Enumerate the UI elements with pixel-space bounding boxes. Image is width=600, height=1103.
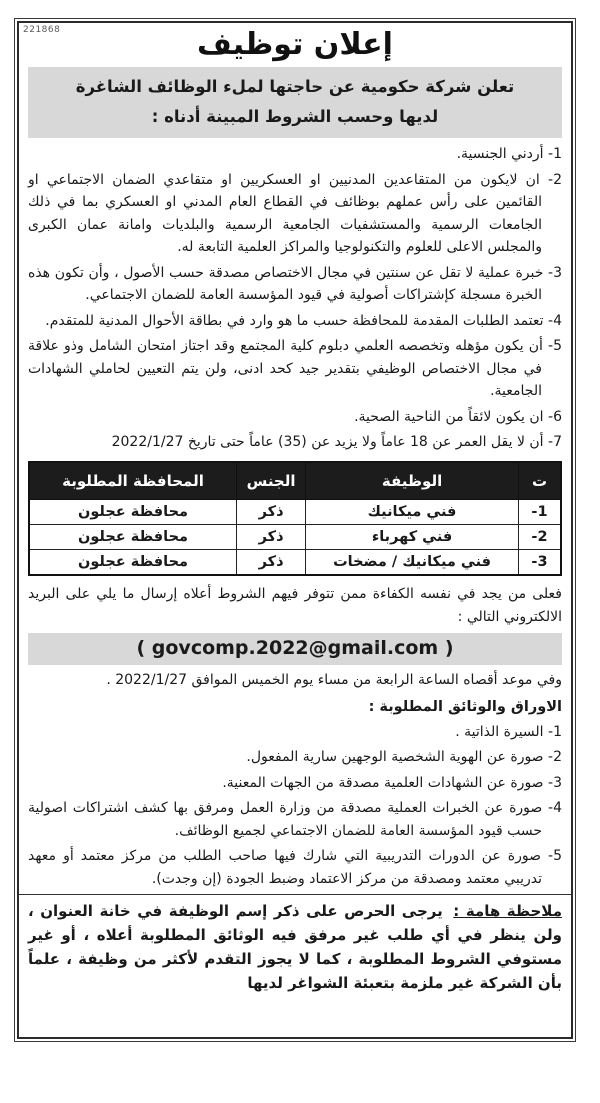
condition-item-6: 6- ان يكون لائقاً من الناحية الصحية.	[354, 408, 562, 425]
email-banner: ( govcomp.2022@gmail.com )	[28, 633, 562, 665]
cell-gender: ذكر	[237, 549, 306, 575]
document-item-1: 1- السيرة الذاتية .	[455, 723, 562, 740]
cell-gender: ذكر	[237, 524, 306, 549]
col-header-serial: ت	[518, 462, 561, 500]
col-header-governorate: المحافظة المطلوبة	[29, 462, 237, 500]
ad-frame	[14, 18, 576, 1042]
col-header-gender: الجنس	[237, 462, 306, 500]
document-item-3: 3- صورة عن الشهادات العلمية مصدقة من الجهات المعنية.	[222, 774, 562, 791]
document-item-4: 4- صورة عن الخبرات العملية مصدقة من وزارة العمل ومرفق بها كشف اشتراكات اصولية حسب قيود المؤسسة العامة للضمان الاجتماعي لجميع الوظائف.	[28, 800, 562, 839]
cell-governorate: محافظة عجلون	[29, 549, 237, 575]
cell-serial: 3-	[518, 549, 561, 575]
jobs-table	[28, 461, 562, 576]
divider-line	[19, 894, 571, 895]
document-item-5: 5- صورة عن الدورات التدريبية التي شارك فيها صاحب الطلب من مركز معتمد أو معهد تدريبي معتمد ومصدقة من مركز الاعتماد وضبط الجودة (إن وجدت).	[28, 848, 562, 887]
cell-gender: ذكر	[237, 499, 306, 524]
condition-item-5: 5- أن يكون مؤهله وتخصصه العلمي دبلوم كلية المجتمع وقد اجتاز امتحان الشامل وذو علاقة في مجال الاختصاص الوظيفي بتقدير جيد كحد ادنى، ولن يتم التعيين لحاملي الشهادات الجامعية.	[28, 338, 562, 400]
condition-item-2: 2- ان لايكون من المتقاعدين المدنيين او العسكريين او متقاعدي الضمان الاجتماعي او القائمين على رأس عملهم بوظائف في القطاع العام المدني او العسكري بما في ذلك الجامعات الرسمية والمستشفيات الجامعية الرسمية والبلديات وامانة عمان الكبرى والمجلس الاعلى للعلوم والتكنولوجيا والمراكز العلمية التابعة له.	[28, 171, 562, 256]
condition-item-4: 4- تعتمد الطلبات المقدمة للمحافظة حسب ما هو وارد في بطاقة الأحوال المدنية للمتقدم.	[45, 312, 562, 329]
condition-item-1: 1- أردني الجنسية.	[456, 146, 562, 163]
ad-title: إعلان توظيف	[197, 27, 393, 62]
cell-governorate: محافظة عجلون	[29, 524, 237, 549]
intro-banner: تعلن شركة حكومية عن حاجتها لملء الوظائف الشاغرة لديها وحسب الشروط المبينة أدناه :	[28, 67, 562, 138]
cell-governorate: محافظة عجلون	[29, 499, 237, 524]
note-text: يرجى الحرص على ذكر إسم الوظيفة في خانة العنوان ، ولن ينظر في أي طلب غير مرفق فيه الوثائق المطلوبة أعلاه ، أو غير مستوفي الشروط المطلوبة ، كما لا يجوز التقدم لأكثر من وظيفة ، علماً بأن الشركة غير ملزمة بتعبئة الشواغر لديها	[28, 902, 562, 993]
cell-job: فني ميكانيك / مضخات	[306, 549, 519, 575]
cell-serial: 2-	[518, 524, 561, 549]
cell-job: فني كهرباء	[306, 524, 519, 549]
col-header-job: الوظيفة	[306, 462, 519, 500]
ref-number: 221868	[23, 25, 61, 35]
condition-item-3: 3- خبرة عملية لا تقل عن سنتين في مجال الاختصاص مصدقة حسب الأصول ، وأن تكون هذه الخبرة مسجلة كإشتراكات أصولية في قيود المؤسسة العامة للضمان الاجتماعي.	[28, 264, 562, 304]
note-label: ملاحظة هامة :	[453, 902, 562, 921]
document-item-2: 2- صورة عن الهوية الشخصية الوجهين سارية المفعول.	[246, 749, 562, 766]
apply-instructions: فعلى من يجد في نفسه الكفاءة ممن تتوفر فيهم الشروط أعلاه إرسال ما يلي على البريد الالكتروني التالي :	[28, 585, 562, 625]
important-note	[28, 899, 562, 995]
condition-item-7: 7- أن لا يقل العمر عن 18 عاماً ولا يزيد عن (35) عاماً حتى تاريخ 2022/1/27	[111, 434, 562, 451]
deadline-text: وفي موعد أقصاه الساعة الرابعة من مساء يوم الخميس الموافق 2022/1/27 .	[106, 671, 562, 688]
ad-content	[17, 21, 573, 1039]
documents-heading: الاوراق والوثائق المطلوبة :	[368, 698, 562, 715]
table-row	[29, 499, 561, 524]
jobs-table-header-row	[29, 462, 561, 500]
conditions-list	[28, 143, 562, 454]
table-row	[29, 549, 561, 575]
cell-serial: 1-	[518, 499, 561, 524]
table-row	[29, 524, 561, 549]
cell-job: فني ميكانيك	[306, 499, 519, 524]
documents-list	[28, 721, 562, 891]
